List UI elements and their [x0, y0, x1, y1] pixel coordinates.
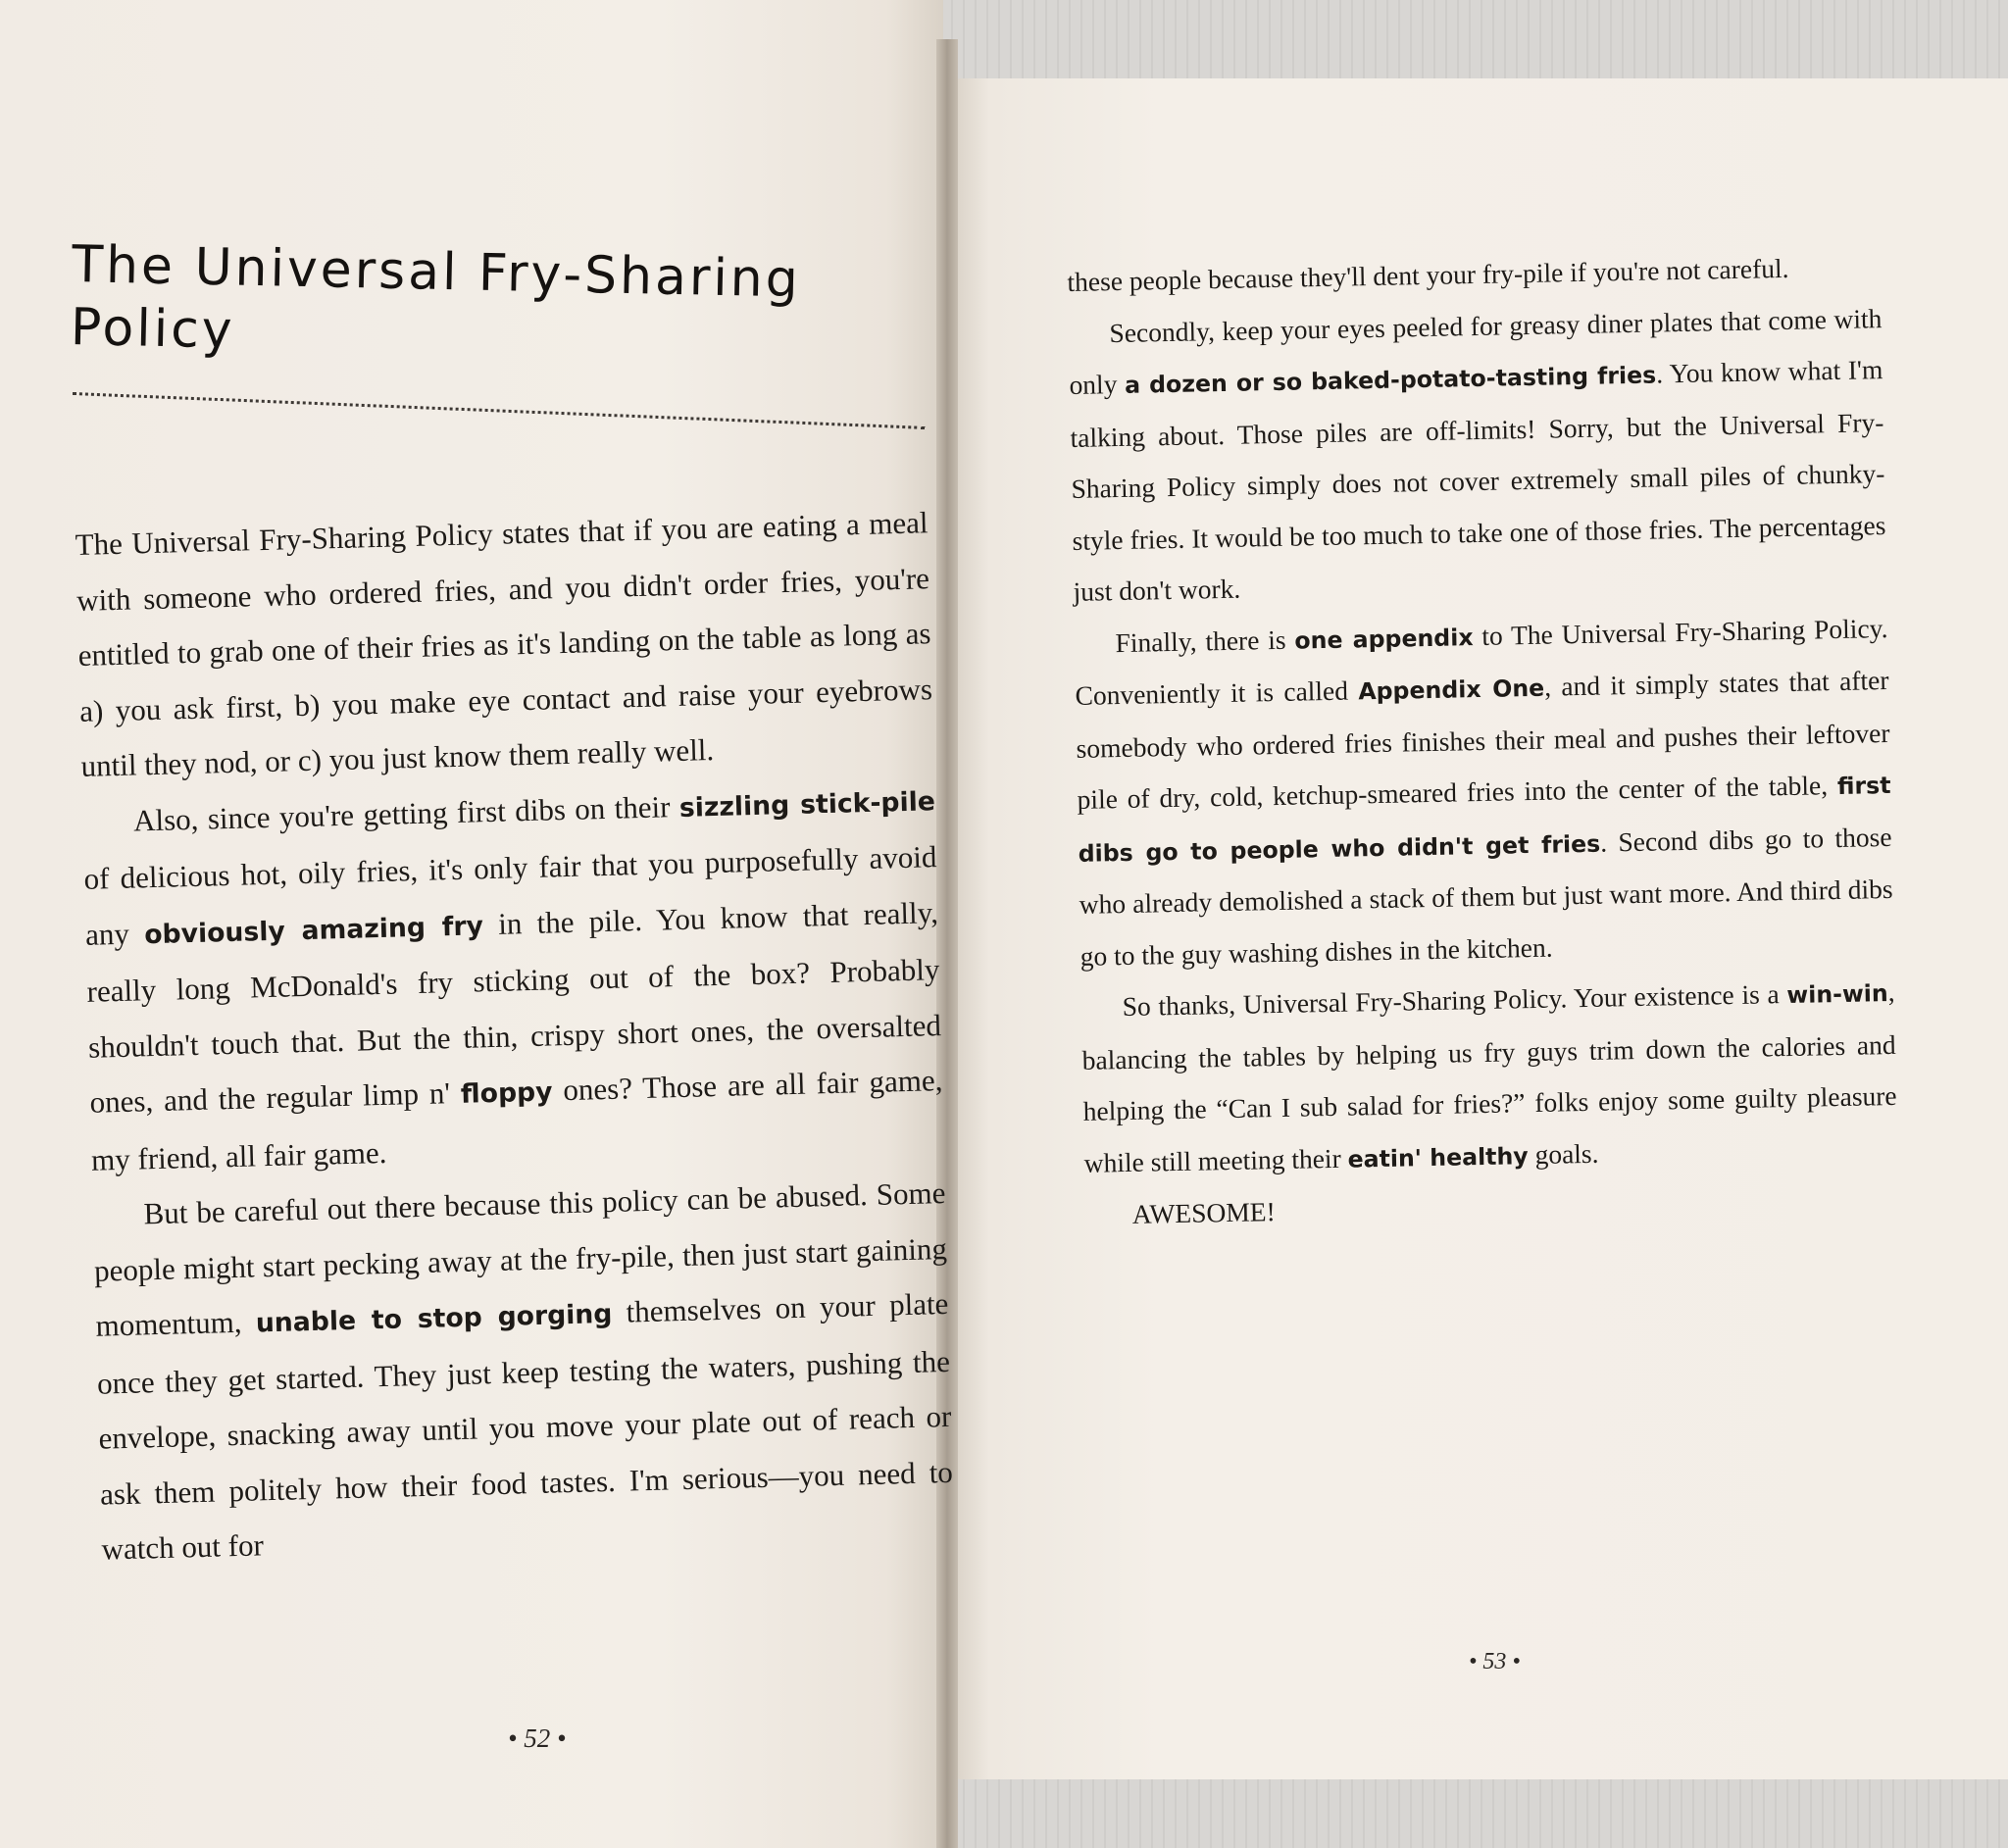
text-run: to The Universal Fry-Sharing Policy. Conveniently it is called — [1075, 612, 1888, 711]
chapter-title — [70, 233, 877, 375]
text-run: , and it simply states that after somebody who ordered fries finishes their meal and pushes their leftover pile of dry, cold, ketchup-smeared fries into the center of the table, — [1076, 664, 1890, 815]
page-number-right: • 53 • — [1469, 1649, 1521, 1674]
text-run: in the pile. You know that really, really long McDonald's fry sticking out of the box? Probably shouldn't touch that. But the thin, crispy short ones, the oversalted ones, and the regular limp n' — [86, 894, 942, 1120]
emphasized-phrase: a dozen or so baked-potato-tasting fries — [1124, 361, 1657, 399]
text-run: of delicious hot, oily fries, it's only fair that you purposefully avoid any — [83, 839, 937, 952]
right-page-body — [1067, 241, 1899, 1241]
emphasized-phrase: obviously amazing fry — [143, 910, 484, 950]
paragraph — [75, 495, 934, 794]
paragraph — [81, 773, 944, 1188]
emphasized-phrase: sizzling stick-pile — [678, 785, 936, 824]
paragraph — [1068, 293, 1887, 619]
emphasized-phrase: Appendix One — [1358, 674, 1545, 706]
text-run: Finally, there is — [1115, 624, 1295, 658]
emphasized-phrase: unable to stop gorging — [255, 1298, 613, 1339]
chapter-title-line2: Policy — [70, 297, 236, 361]
text-run: So thanks, Universal Fry-Sharing Policy. Your existence is a — [1122, 978, 1787, 1023]
emphasized-phrase: eatin' healthy — [1347, 1141, 1529, 1174]
paragraph — [1074, 602, 1894, 981]
book-gutter — [936, 39, 958, 1848]
text-run: . Second dibs go to those who already demolished a stack of them but just want more. And third dibs go to the guy washing dishes in the kitchen. — [1079, 821, 1893, 972]
chapter-title-line1: The Universal Fry-Sharing — [71, 234, 802, 310]
text-run: The Universal Fry-Sharing Policy states that if you are eating a meal with someone who ordered fries, and you didn't order fries, you're entitled to grab one of their fries as it's landing on the table as long as a) you ask first, b) you make eye contact and raise your eyebrows until they nod, or c) you just know them really well. — [75, 505, 933, 783]
text-run: ones? Those are all fair game, my friend, all fair game. — [90, 1063, 943, 1177]
emphasized-phrase: floppy — [460, 1076, 553, 1110]
text-run: , balancing the tables by helping us fry guys trim down the calories and helping the “Can I sub salad for fries?” folks enjoy some guilty pleasure while still meeting their — [1081, 975, 1897, 1178]
emphasized-phrase: one appendix — [1294, 623, 1474, 655]
left-page-body — [75, 495, 955, 1577]
paragraph — [92, 1166, 955, 1577]
text-run: themselves on your plate once they get started. They just keep testing the waters, pushing the envelope, snacking away until you move your plate out of reach or ask them politely how their food tastes. I'm serious—you need to watch out for — [96, 1285, 954, 1567]
text-run: Also, since you're getting first dibs on their — [132, 788, 680, 838]
text-run: goals. — [1528, 1137, 1599, 1170]
closing-exclamation: AWESOME! — [1131, 1196, 1277, 1229]
text-run: these people because they'll dent your fry-pile if you're not careful. — [1067, 252, 1789, 297]
text-run: But be careful out there because this policy can be abused. Some people might start pecking away at the fry-pile, then just start gaining momentum, — [93, 1174, 948, 1343]
text-run: . You know what I'm talking about. Those piles are off-limits! Sorry, but the Universal Fry-Sharing Policy simply does not cover extremely small piles of chunky-style fries. It would be too much to take one of those fries. The percentages just don't work. — [1070, 354, 1886, 607]
emphasized-phrase: first dibs go to people who didn't get fries — [1078, 771, 1891, 868]
text-run: Secondly, keep your eyes peeled for greasy diner plates that come with only — [1069, 302, 1882, 400]
page-number-left: • 52 • — [508, 1723, 567, 1753]
paragraph — [1080, 967, 1898, 1190]
emphasized-phrase: win-win — [1786, 979, 1888, 1010]
